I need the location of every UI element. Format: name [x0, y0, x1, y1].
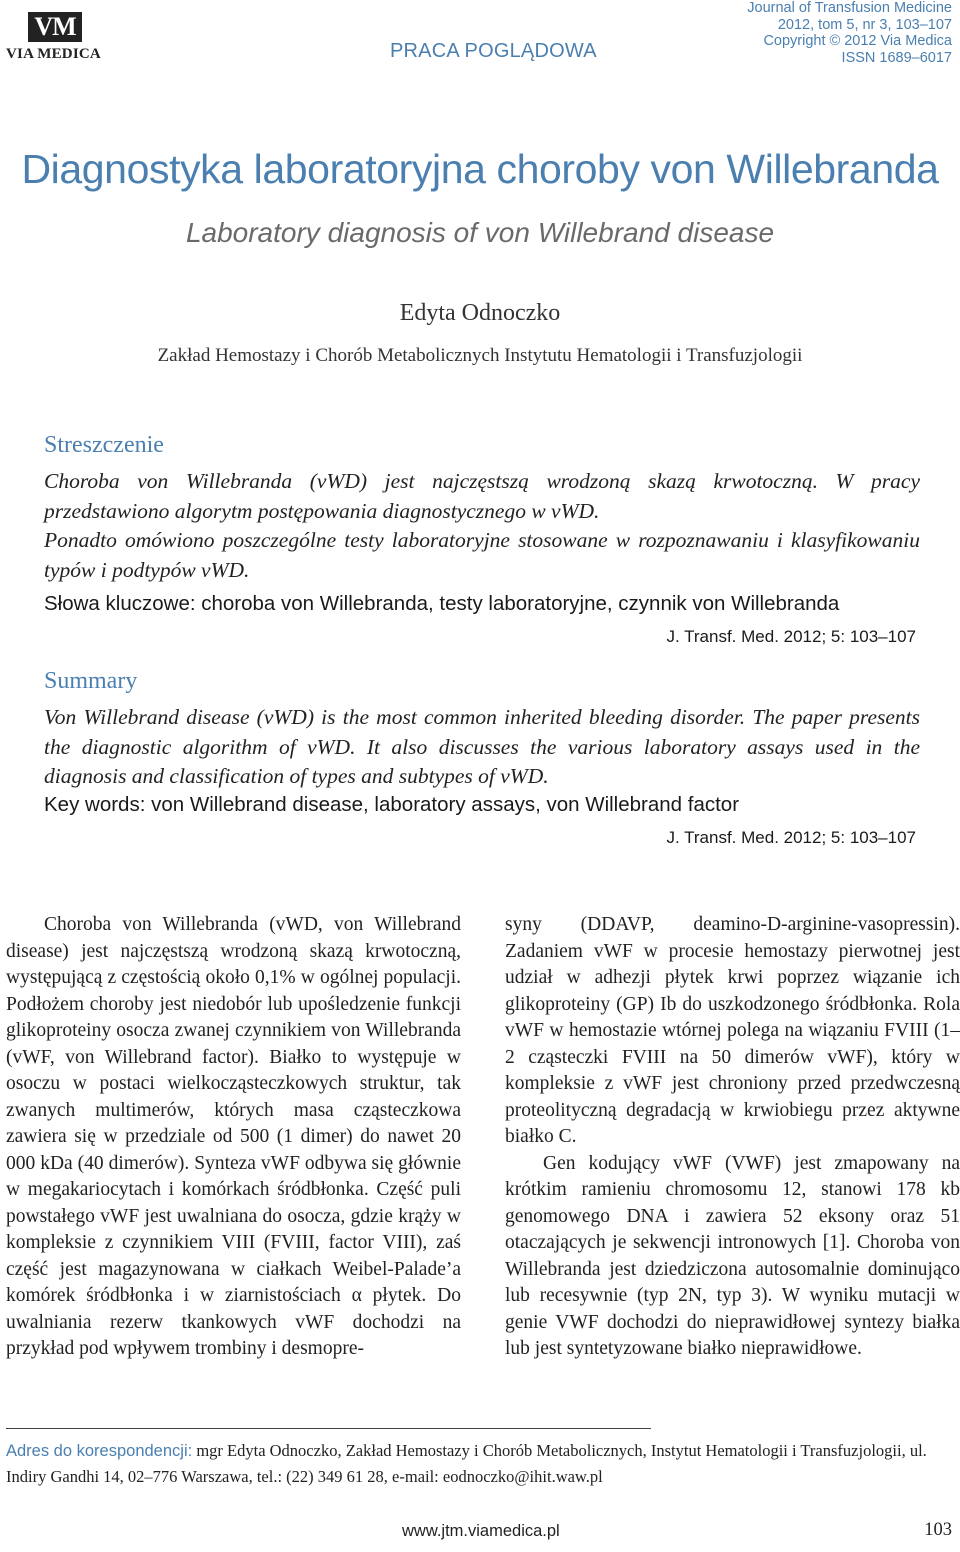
abstract-en-paragraph-1: Von Willebrand disease (vWD) is the most common inherited bleeding disorder. The paper presents the diagnostic algorithm of vWD. It also discusses the various laboratory assays used in the diagnosis and classification of types and subtypes of vWD. — [44, 705, 920, 788]
article-subtitle: Laboratory diagnosis of von Willebrand disease — [185, 217, 775, 248]
journal-website[interactable]: www.jtm.viamedica.pl — [402, 1522, 560, 1540]
keywords-pl: Słowa kluczowe: choroba von Willebranda, testy laboratoryjne, czynnik von Willebranda — [44, 592, 840, 615]
abstract-pl-paragraph-1: Choroba von Willebranda (vWD) jest najczęstszą wrodzoną skazą krwotoczną. W pracy przedstawiono algorytm postępowania diagnostycznego w vWD. — [44, 469, 920, 523]
publisher-logo — [6, 12, 102, 62]
body-paragraph: Gen kodujący vWF (VWF) jest zmapowany na krótkim ramieniu chromosomu 12, stanowi 178 kb genomowego DNA i zawiera 52 eksony oraz 51 otaczających je sekwencji intronowych [1]. Choroba von Willebranda jest dziedziczona autosomalnie dominująco lub recesywnie (typ 2N, typ 3). W wyniku mutacji w genie VWF dochodzi do nieprawidłowej syntezy białka lub jest syntetyzowane białko nieprawidłowe. — [505, 1152, 960, 1359]
abstract-en-heading: Summary — [44, 668, 138, 694]
body-column-right — [505, 912, 960, 1363]
author-affiliation: Zakład Hemostazy i Chorób Metabolicznych Instytutu Hematologii i Transfuzjologii — [157, 345, 803, 366]
logo-mark: VM — [28, 12, 82, 42]
body-paragraph: Choroba von Willebranda (vWD, von Willebrand disease) jest najczęstszą wrodzoną skazą krwotoczną, występującą z częstością około 0,1% w ogólnej populacji. Podłożem choroby jest niedobór lub upośledzenie funkcji glikoproteiny osocza zwanej czynnikiem von Willebranda (vWF, von Willebrand factor). Białko to występuje w osoczu w postaci wielkocząsteczkowych struktur, tak zwanych multimerów, których masa cząsteczkowa zawiera się w przedziale od 500 (1 dimer) do nawet 20 000 kDa (40 dimerów). Synteza vWF odbywa się głównie w megakariocytach i komórkach śródbłonka. Część puli powstałego vWF jest uwalniana do osocza, gdzie krąży w kompleksie z czynnikiem VIII (FVIII, factor VIII), zaś część jest magazynowana w ciałkach Weibel-Palade’a komórek śródbłonka i w ziarnistościach α płytek. Do uwalniania rezerw tkankowych vWF dochodzi na przykład pod wpływem trombiny i desmopre- — [6, 914, 461, 1359]
keywords-en: Key words: von Willebrand disease, laboratory assays, von Willebrand factor — [44, 793, 740, 816]
journal-info — [747, 0, 952, 66]
abstract-pl-heading: Streszczenie — [44, 432, 164, 458]
correspondence-label: Adres do korespondencji: — [6, 1442, 193, 1460]
journal-copyright: Copyright © 2012 Via Medica — [763, 33, 952, 49]
body-column-left — [6, 912, 461, 1363]
journal-issn: ISSN 1689–6017 — [841, 49, 952, 66]
journal-issue: 2012, tom 5, nr 3, 103–107 — [777, 16, 952, 33]
article-title: Diagnostyka laboratoryjna choroby von Willebranda — [21, 146, 939, 192]
body-paragraph: syny (DDAVP, deamino-D-arginine-vasopressin). Zadaniem vWF w procesie hemostazy pierwotnej jest udział w adhezji płytek krwi poprzez wiązanie ich glikoproteiny (GP) Ib do uszkodzonego śródbłonka. Rola vWF w hemostazie wtórnej polega na wiązaniu FVIII (1–2 cząsteczki FVIII na 50 dimerów vWF), który w kompleksie z vWF jest chroniony przed przedwczesną proteolityczną degradacją w krwiobiegu przez aktywne białko C. — [505, 914, 960, 1147]
abstract-en-text — [44, 703, 920, 792]
journal-name: Journal of Transfusion Medicine — [747, 0, 952, 16]
article-type-label: PRACA POGLĄDOWA — [390, 40, 597, 62]
correspondence-address — [6, 1438, 946, 1489]
correspondence-text: mgr Edyta Odnoczko, Zakład Hemostazy i Chorób Metabolicznych, Instytut Hematologii i Transfuzjologii, ul. Indiry Gandhi 14, 02–776 Warszawa, tel.: (22) 349 61 28, e-mail: eodnoczko@ihit.waw.pl — [6, 1441, 927, 1486]
page-number: 103 — [924, 1520, 952, 1540]
footnote-divider — [6, 1428, 651, 1429]
author-name: Edyta Odnoczko — [399, 300, 561, 326]
abstract-pl-paragraph-2: Ponadto omówiono poszczególne testy laboratoryjne stosowane w rozpoznawaniu i klasyfikowaniu typów i podtypów vWD. — [44, 528, 920, 582]
abstract-pl-text — [44, 467, 920, 585]
citation-pl: J. Transf. Med. 2012; 5: 103–107 — [666, 627, 916, 646]
citation-en: J. Transf. Med. 2012; 5: 103–107 — [666, 828, 916, 847]
logo-text: VIA MEDICA — [6, 46, 101, 62]
